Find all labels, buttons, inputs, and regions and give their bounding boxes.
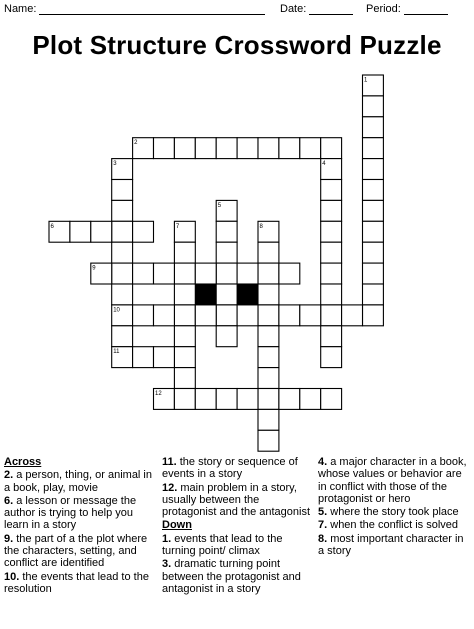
grid-cell[interactable]	[363, 263, 384, 284]
grid-cell[interactable]	[154, 263, 175, 284]
grid-cell[interactable]	[174, 242, 195, 263]
grid-cell[interactable]	[216, 138, 237, 159]
grid-cell[interactable]	[258, 284, 279, 305]
grid-cell[interactable]	[112, 284, 133, 305]
grid-cell[interactable]	[174, 284, 195, 305]
clue-number: 3	[113, 161, 117, 168]
grid-cell[interactable]	[321, 180, 342, 201]
grid-cell[interactable]	[216, 326, 237, 347]
clue-across-10: 10. the events that lead to the resolution	[4, 570, 149, 595]
grid-cell[interactable]	[300, 389, 321, 410]
grid-cell[interactable]	[216, 263, 237, 284]
grid-cell[interactable]	[363, 284, 384, 305]
grid-cell[interactable]	[112, 263, 133, 284]
grid-cell[interactable]	[174, 305, 195, 326]
clues-col2	[162, 456, 312, 596]
grid-cell[interactable]	[321, 221, 342, 242]
grid-cell[interactable]	[216, 242, 237, 263]
date-label: Date:	[280, 3, 307, 15]
grid-cell[interactable]	[279, 389, 300, 410]
grid-cell[interactable]	[279, 263, 300, 284]
clue-number: 11	[113, 349, 120, 356]
grid-cell[interactable]	[258, 263, 279, 284]
clue-number: 8	[259, 223, 263, 230]
clue-number: 6	[50, 223, 54, 230]
grid-cell[interactable]	[342, 305, 363, 326]
grid-cell[interactable]	[363, 138, 384, 159]
grid-cell[interactable]	[258, 368, 279, 389]
black-square	[237, 284, 258, 305]
clue-across-11: 11. the story or sequence of events in a story	[162, 456, 298, 481]
grid-cell[interactable]	[237, 138, 258, 159]
grid-cell[interactable]	[237, 305, 258, 326]
grid-cell[interactable]	[258, 326, 279, 347]
clue-across-6: 6. a lesson or message the author is trying to help you learn in a story	[4, 494, 137, 532]
grid-cell[interactable]	[154, 305, 175, 326]
period-label: Period:	[366, 3, 401, 15]
grid-cell[interactable]	[133, 347, 154, 368]
grid-cell[interactable]	[112, 200, 133, 221]
clue-across-2: 2. a person, thing, or animal in a book, play, movie	[4, 469, 152, 494]
name-label: Name:	[4, 3, 37, 15]
clue-number: 9	[92, 265, 96, 272]
grid-cell[interactable]	[363, 117, 384, 138]
grid-cell[interactable]	[216, 221, 237, 242]
grid-cell[interactable]	[195, 263, 216, 284]
clue-down-4: 4. a major character in a book, whose values or behavior are in conflict with those of the protagonist or hero	[318, 456, 467, 505]
grid-cell[interactable]	[174, 368, 195, 389]
grid-cell[interactable]	[321, 284, 342, 305]
clue-number: 12	[155, 391, 162, 397]
grid-cell[interactable]	[91, 221, 112, 242]
grid-cell[interactable]	[258, 430, 279, 451]
grid-cell[interactable]	[237, 389, 258, 410]
across-heading: Across	[4, 456, 42, 468]
down-heading: Down	[162, 519, 192, 532]
page-title: Plot Structure Crossword Puzzle	[32, 30, 442, 60]
grid-cell[interactable]	[258, 305, 279, 326]
clue-down-7: 7. when the conflict is solved	[318, 519, 459, 532]
grid-cell[interactable]	[70, 221, 91, 242]
across-clues-col1	[4, 456, 156, 596]
grid-cell[interactable]	[195, 138, 216, 159]
grid-cell[interactable]	[258, 409, 279, 430]
grid-cell[interactable]	[363, 200, 384, 221]
clue-number: 7	[175, 223, 180, 230]
clue-number: 1	[364, 77, 368, 84]
grid-cell[interactable]	[321, 326, 342, 347]
grid-cell[interactable]	[321, 347, 342, 368]
grid-cell[interactable]	[112, 221, 133, 242]
grid-cell[interactable]	[258, 242, 279, 263]
grid-cell[interactable]	[363, 96, 384, 117]
clue-number: 2	[134, 140, 138, 147]
grid-cell[interactable]	[279, 138, 300, 159]
grid-cell[interactable]	[154, 347, 175, 368]
grid-cell[interactable]	[279, 305, 300, 326]
grid-cell[interactable]	[321, 200, 342, 221]
grid-cell[interactable]	[363, 221, 384, 242]
grid-cell[interactable]	[174, 138, 195, 159]
grid-cell[interactable]	[216, 284, 237, 305]
grid-cell[interactable]	[237, 263, 258, 284]
grid-cell[interactable]	[133, 221, 154, 242]
clue-down-3: 3. dramatic turning point between the protagonist and antagonist in a story	[162, 558, 301, 595]
grid-cell[interactable]	[216, 389, 237, 410]
clue-down-5: 5. where the story took place	[318, 506, 459, 519]
grid-cell[interactable]	[321, 242, 342, 263]
clue-across-9: 9. the part of a the plot where the characters, setting, and conflict are identified	[4, 532, 148, 570]
grid-cell[interactable]	[258, 389, 279, 410]
grid-cell[interactable]	[174, 263, 195, 284]
grid-cell[interactable]	[216, 305, 237, 326]
clue-across-12: 12. main problem in a story, usually between the protagonist and the antagonist	[162, 481, 311, 519]
grid-cell[interactable]	[258, 138, 279, 159]
grid-cell[interactable]	[174, 326, 195, 347]
grid-cell[interactable]	[112, 242, 133, 263]
down-clues-col3	[318, 456, 472, 558]
grid-cell[interactable]	[321, 138, 342, 159]
grid-cell[interactable]	[363, 305, 384, 326]
grid-cell[interactable]	[133, 263, 154, 284]
grid-cell[interactable]	[300, 138, 321, 159]
grid-cell[interactable]	[154, 138, 175, 159]
grid-cell[interactable]	[363, 159, 384, 180]
clue-number: 4	[322, 161, 326, 168]
grid-cell[interactable]	[321, 389, 342, 410]
grid-cell[interactable]	[321, 305, 342, 326]
grid-cell[interactable]	[133, 305, 154, 326]
grid-cell[interactable]	[174, 347, 195, 368]
grid-cell[interactable]	[195, 305, 216, 326]
grid-cell[interactable]	[258, 347, 279, 368]
black-square	[195, 284, 216, 305]
grid-cell[interactable]	[363, 180, 384, 201]
grid-cell[interactable]	[112, 180, 133, 201]
clue-down-8: 8. most important character in a story	[318, 532, 464, 558]
grid-cell[interactable]	[363, 242, 384, 263]
grid-cell[interactable]	[112, 326, 133, 347]
grid-cell[interactable]	[300, 305, 321, 326]
clue-number: 10	[113, 307, 120, 314]
grid-cell[interactable]	[174, 389, 195, 410]
clue-down-1: 1. events that lead to the turning point/ climax	[162, 532, 283, 558]
clue-number: 5	[217, 202, 222, 209]
grid-cell[interactable]	[195, 389, 216, 410]
grid-cell[interactable]	[321, 263, 342, 284]
